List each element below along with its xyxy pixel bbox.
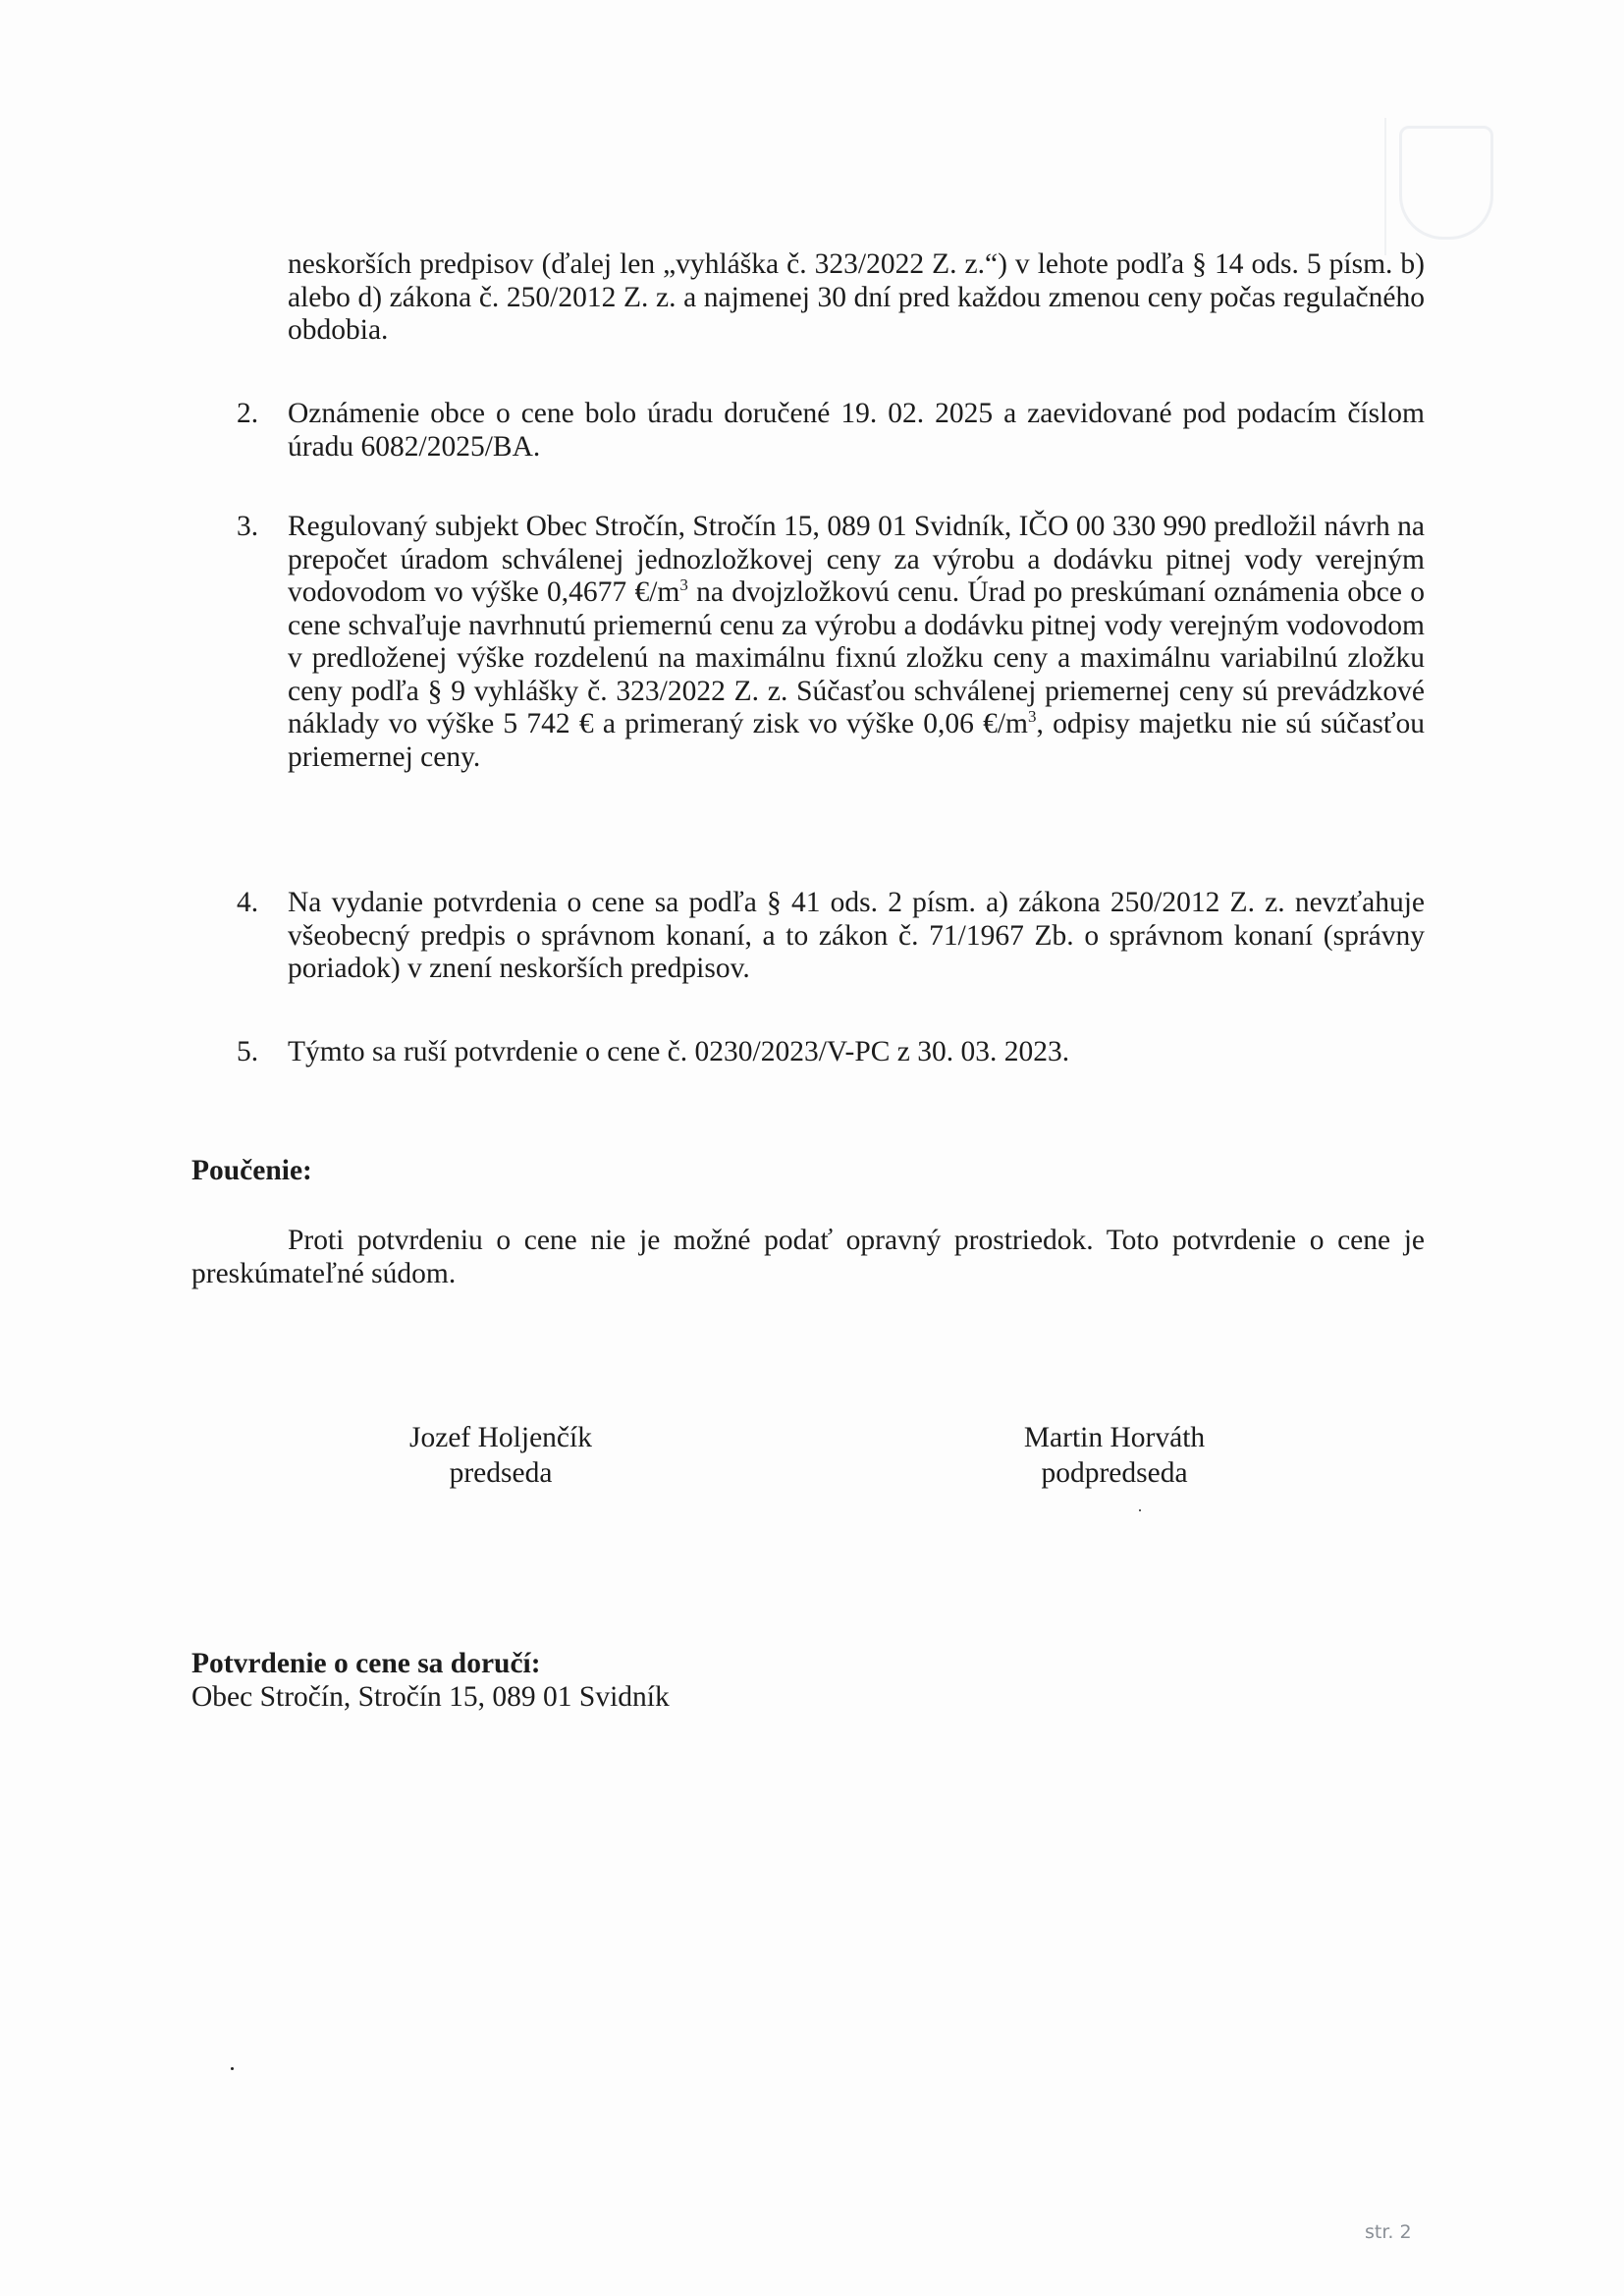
list-item-text: Na vydanie potvrdenia o cene sa podľa § 41 ods. 2 písm. a) zákona 250/2012 Z. z. nevzťahuje všeobecný predpis o správnom konaní, a to zákon č. 71/1967 Zb. o správnom konaní (správny poriadok) v znení neskorších predpisov. [288, 887, 1425, 984]
instruction-heading: Poučenie: [191, 1155, 312, 1186]
list-item-number: 5. [237, 1036, 259, 1067]
continuation-text: neskorších predpisov (ďalej len „vyhláška č. 323/2022 Z. z.“) v lehote podľa § 14 ods. 5 písm. b) alebo d) zákona č. 250/2012 Z. z. a najmenej 30 dní pred každou zmenou ceny počas regulačného obdobia. [288, 248, 1425, 346]
item-3-text-part1: Regulovaný subjekt Obec Stročín, Stročín 15, 089 01 Svidník, IČO 00 330 990 predložil návrh na prepočet úradom schválenej jednozložkovej ceny za výrobu a dodávku pitnej vody verejným vodovodom vo výške 0,4677 €/m [288, 511, 1425, 608]
list-item-text: Oznámenie obce o cene bolo úradu doručené 19. 02. 2025 a zaevidované pod podacím číslom úradu 6082/2025/BA. [288, 398, 1425, 463]
delivery-recipient: Obec Stročín, Stročín 15, 089 01 Svidník [191, 1681, 670, 1713]
scan-speck [231, 2067, 234, 2070]
signatory-role: podpredseda [1041, 1457, 1188, 1489]
signature-block-vice-chairman [967, 1420, 1262, 1491]
instruction-paragraph [191, 1225, 1425, 1290]
page-number: str. 2 [1365, 2221, 1412, 2243]
scan-speck [1139, 1509, 1141, 1511]
item-3-text-part3: , odpisy majetku nie sú súčasťou priemernej ceny. [288, 708, 1425, 773]
superscript-3: 3 [679, 575, 688, 595]
list-item-text: Týmto sa ruší potvrdenie o cene č. 0230/2023/V-PC z 30. 03. 2023. [288, 1036, 1070, 1067]
list-item-number: 3. [237, 511, 259, 542]
signature-block-chairman [353, 1420, 648, 1491]
signatory-role: predseda [449, 1457, 553, 1489]
list-item-number: 4. [237, 887, 259, 918]
instruction-text: Proti potvrdeniu o cene nie je možné podať opravný prostriedok. Toto potvrdenie o cene je preskúmateľné súdom. [191, 1225, 1425, 1289]
continuation-paragraph [288, 248, 1425, 348]
item-3-text-part2: na dvojzložkovú cenu. Úrad po preskúmaní oznámenia obce o cene schvaľuje navrhnutú priemernú cenu za výrobu a dodávku pitnej vody verejným vodovodom v predloženej výške rozdelenú na maximálnu fixnú zložku ceny a maximálnu variabilnú zložku ceny podľa § 9 vyhlášky č. 323/2022 Z. z. Súčasťou schválenej priemernej ceny sú prevádzkové náklady vo výške 5 742 € a primeraný zisk vo výške 0,06 €/m [288, 576, 1425, 739]
superscript-3: 3 [1027, 707, 1037, 727]
signatory-name: Jozef Holjenčík [409, 1422, 592, 1453]
list-item-text [288, 511, 1425, 774]
list-item-number: 2. [237, 398, 259, 429]
delivery-heading: Potvrdenie o cene sa doručí: [191, 1648, 541, 1679]
signatory-name: Martin Horváth [1023, 1422, 1206, 1453]
bleed-through-line [1384, 118, 1386, 255]
bleed-through-crest-icon [1399, 126, 1493, 240]
